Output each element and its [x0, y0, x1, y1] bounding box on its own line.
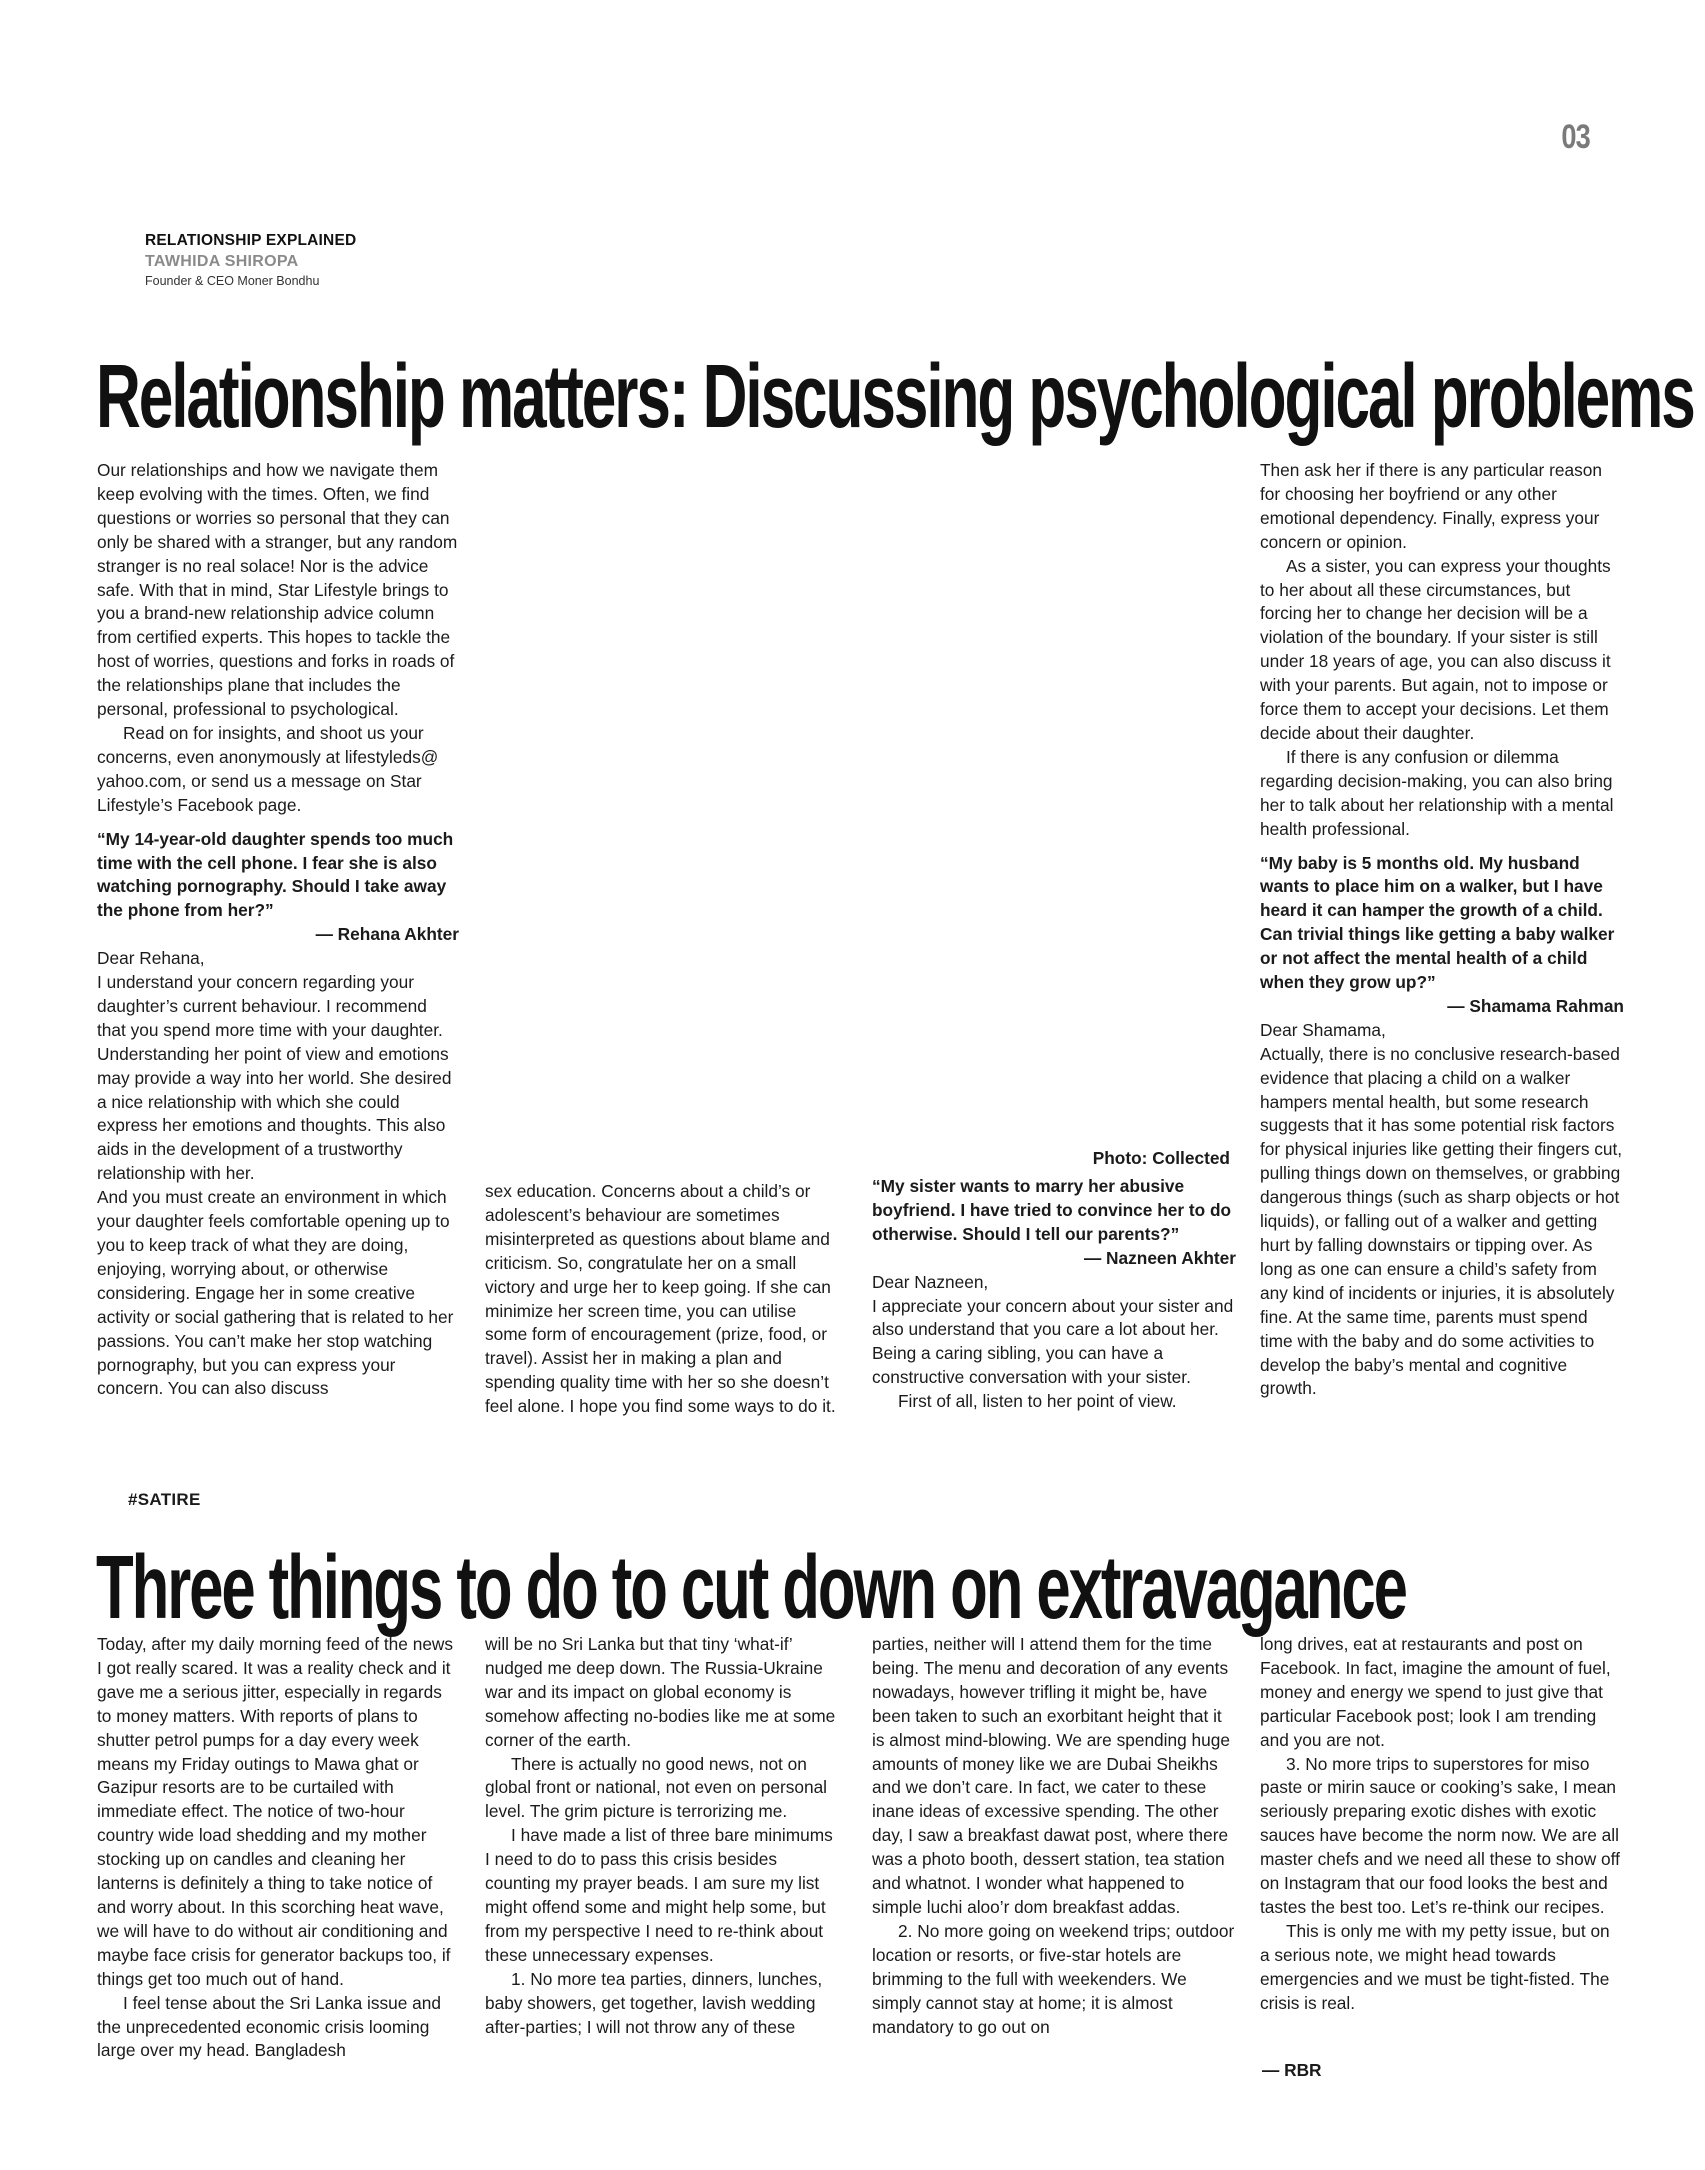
question-signature: — Shamama Rahman: [1447, 995, 1624, 1016]
body-paragraph: 1. No more tea parties, dinners, lunches, baby showers, get together, lavish wedding after-parties; I will not throw any of these: [485, 1968, 823, 2037]
answer-paragraph: Then ask her if there is any particular reason for choosing her boyfriend or any other emotional dependency. Finally, express your concern or opinion.: [1260, 460, 1602, 552]
answer-paragraph: First of all, listen to her point of view.: [898, 1391, 1177, 1412]
article-headline: Three things to do to cut down on extravagance: [96, 1538, 1406, 1638]
body-paragraph: I have made a list of three bare minimums I need to do to pass this crisis besides counting my prayer beads. I am sure my list might offend some and might help some, but from my perspective I need to re-think about these unnecessary expenses.: [485, 1825, 833, 1965]
intro-paragraph: Read on for insights, and shoot us your concerns, even anonymously at lifestyleds@ yahoo.com, or send us a message on Star Lifestyle’s Facebook page.: [97, 722, 439, 815]
reader-question: [872, 1175, 1236, 1271]
body-paragraph: Today, after my daily morning feed of the news I got really scared. It was a reality check and it gave me a serious jitter, especially in regards to money matters. With reports of plans to shutter petrol pumps for a day every week means my Friday outings to Mawa ghat or Gazipur resorts are to be curtailed with immediate effect. The notice of two-hour country wide load shedding and my mother stocking up on candles and cleaning her lanterns is definitely a thing to take notice of and worry about. In this scorching heat wave, we will have to do without air conditioning and maybe face crisis for generator backups too, if things get too much out of hand.: [97, 1634, 454, 1989]
article2-column-1: [97, 1633, 459, 2063]
answer-paragraph: As a sister, you can express your thoughts to her about all these circumstances, but forcing her to change her decision will be a violation of the boundary. If your sister is still under 18 years of age, you can also discuss it with your parents. But again, not to impose or force them to accept your decisions. Let them decide about their daughter.: [1260, 555, 1611, 743]
answer-greeting: Dear Shamama,: [1260, 1019, 1386, 1040]
answer-greeting: Dear Nazneen,: [872, 1271, 989, 1292]
question-text: “My baby is 5 months old. My husband wants to place him on a walker, but I have heard it can hamper the growth of a child. Can trivial things like getting a baby walker or not affect the mental health of a child when they grow up?”: [1260, 852, 1615, 993]
author-signoff: — RBR: [1262, 2060, 1322, 2080]
article2-column-4: [1260, 1633, 1624, 2016]
author-role: Founder & CEO Moner Bondhu: [145, 274, 320, 288]
reader-question: [97, 828, 459, 948]
page-number: 03: [1561, 118, 1590, 156]
article1-column-3: [872, 1175, 1236, 1414]
body-paragraph: 2. No more going on weekend trips; outdoor location or resorts, or five-star hotels are brimming to the full with weekenders. We simply cannot stay at home; it is almost mandatory to go out on: [872, 1920, 1235, 2037]
question-signature: — Nazneen Akhter: [1083, 1247, 1236, 1268]
answer-paragraph: I appreciate your concern about your sister and also understand that you care a lot about her. Being a caring sibling, you can have a constructive conversation with your sister.: [872, 1295, 1234, 1388]
body-paragraph: This is only me with my petty issue, but on a serious note, we might head towards emergencies and we must be tight-fisted. The crisis is real.: [1260, 1920, 1610, 2013]
article1-column-2: [485, 1180, 837, 1419]
section-tag: #SATIRE: [128, 1490, 201, 1509]
article1-column-1: [97, 459, 459, 1401]
body-paragraph: parties, neither will I attend them for the time being. The menu and decoration of any events nowadays, however trifling it might be, have been taken to such an exorbitant height that it is almost mind-blowing. We are spending huge amounts of money like we are Dubai Sheikhs and we don’t care. In fact, we cater to these inane ideas of excessive spending. The other day, I saw a breakfast dawat post, where there was a photo booth, dessert station, tea station and whatnot. I wonder what happened to simple luchi aloo’r dom breakfast addas.: [872, 1634, 1230, 1917]
byline: [145, 232, 356, 288]
author-name: TAWHIDA SHIROPA: [145, 253, 299, 270]
article2-column-2: [485, 1633, 837, 2039]
answer-greeting: Dear Rehana,: [97, 948, 205, 969]
article-headline: Relationship matters: Discussing psychological problems: [96, 347, 1694, 447]
body-paragraph: There is actually no good news, not on global front or national, not even on personal level. The grim picture is terrorizing me.: [485, 1753, 828, 1822]
body-paragraph: 3. No more trips to superstores for miso paste or mirin sauce or cooking’s sake, I mean seriously preparing exotic dishes with exotic sauces have become the norm now. We are all master chefs and we need all these to show off on Instagram that our food looks the best and tastes the best too. Let’s re-think our recipes.: [1260, 1753, 1620, 1917]
answer-paragraph: If there is any confusion or dilemma regarding decision-making, you can also bring her to talk about her relationship with a mental health professional.: [1260, 746, 1614, 839]
answer-paragraph: And you must create an environment in which your daughter feels comfortable opening up to you to keep track of what they are doing, enjoying, worrying about, or otherwise considering. Engage her in some creative activity or social gathering that is related to her passions. You can’t make her stop watching pornography, but you can express your concern. You can also discuss: [97, 1187, 454, 1399]
article2-column-3: [872, 1633, 1236, 2039]
photo-credit: Photo: Collected: [1092, 1148, 1230, 1168]
column-kicker: RELATIONSHIP EXPLAINED: [145, 232, 357, 249]
question-text: “My 14-year-old daughter spends too much time with the cell phone. I fear she is also watching pornography. Should I take away the phone from her?”: [97, 828, 454, 921]
reader-question: [1260, 852, 1624, 1019]
article1-column-4: [1260, 459, 1624, 1401]
answer-paragraph: sex education. Concerns about a child’s or adolescent’s behaviour are sometimes misinterpreted as questions about blame and criticism. So, congratulate her on a small victory and urge her to keep going. If she can minimize her screen time, you can utilise some form of encouragement (prize, food, or travel). Assist her in making a plan and spending quality time with her so she doesn’t feel alone. I hope you find some ways to do it.: [485, 1181, 836, 1417]
answer-paragraph: I understand your concern regarding your daughter’s current behaviour. I recommend that you spend more time with your daughter. Understanding her point of view and emotions may provide a way into her world. She desired a nice relationship with which she could express her emotions and thoughts. This also aids in the development of a trustworthy relationship with her.: [97, 972, 452, 1184]
question-signature: — Rehana Akhter: [315, 924, 459, 945]
body-paragraph: will be no Sri Lanka but that tiny ‘what-if’ nudged me deep down. The Russia-Ukraine war and its impact on global economy is somehow affecting no-bodies like me at some corner of the earth.: [485, 1634, 836, 1750]
question-text: “My sister wants to marry her abusive boyfriend. I have tried to convince her to do otherwise. Should I tell our parents?”: [872, 1176, 1232, 1244]
body-paragraph: I feel tense about the Sri Lanka issue and the unprecedented economic crisis looming large over my head. Bangladesh: [97, 1992, 441, 2061]
intro-paragraph: Our relationships and how we navigate them keep evolving with the times. Often, we find questions or worries so personal that they can only be shared with a stranger, but any random stranger is no real solace! Nor is the advice safe. With that in mind, Star Lifestyle brings to you a brand-new relationship advice column from certified experts. This hopes to tackle the host of worries, questions and forks in roads of the relationships plane that includes the personal, professional to psychological.: [97, 460, 458, 720]
answer-paragraph: Actually, there is no conclusive research-based evidence that placing a child on a walker hampers mental health, but some research suggests that it has some potential risk factors for physical injuries like getting their fingers cut, pulling things down on themselves, or grabbing dangerous things (such as sharp objects or hot liquids), or falling out of a walker and getting hurt by falling downstairs or tipping over. As long as one can ensure a child’s safety from any kind of incidents or injuries, it is absolutely fine. At the same time, parents must spend time with the baby and do some activities to develop the baby’s mental and cognitive growth.: [1260, 1043, 1623, 1399]
body-paragraph: long drives, eat at restaurants and post on Facebook. In fact, imagine the amount of fuel, money and energy we spend to just give that particular Facebook post; look I am trending and you are not.: [1260, 1634, 1611, 1750]
